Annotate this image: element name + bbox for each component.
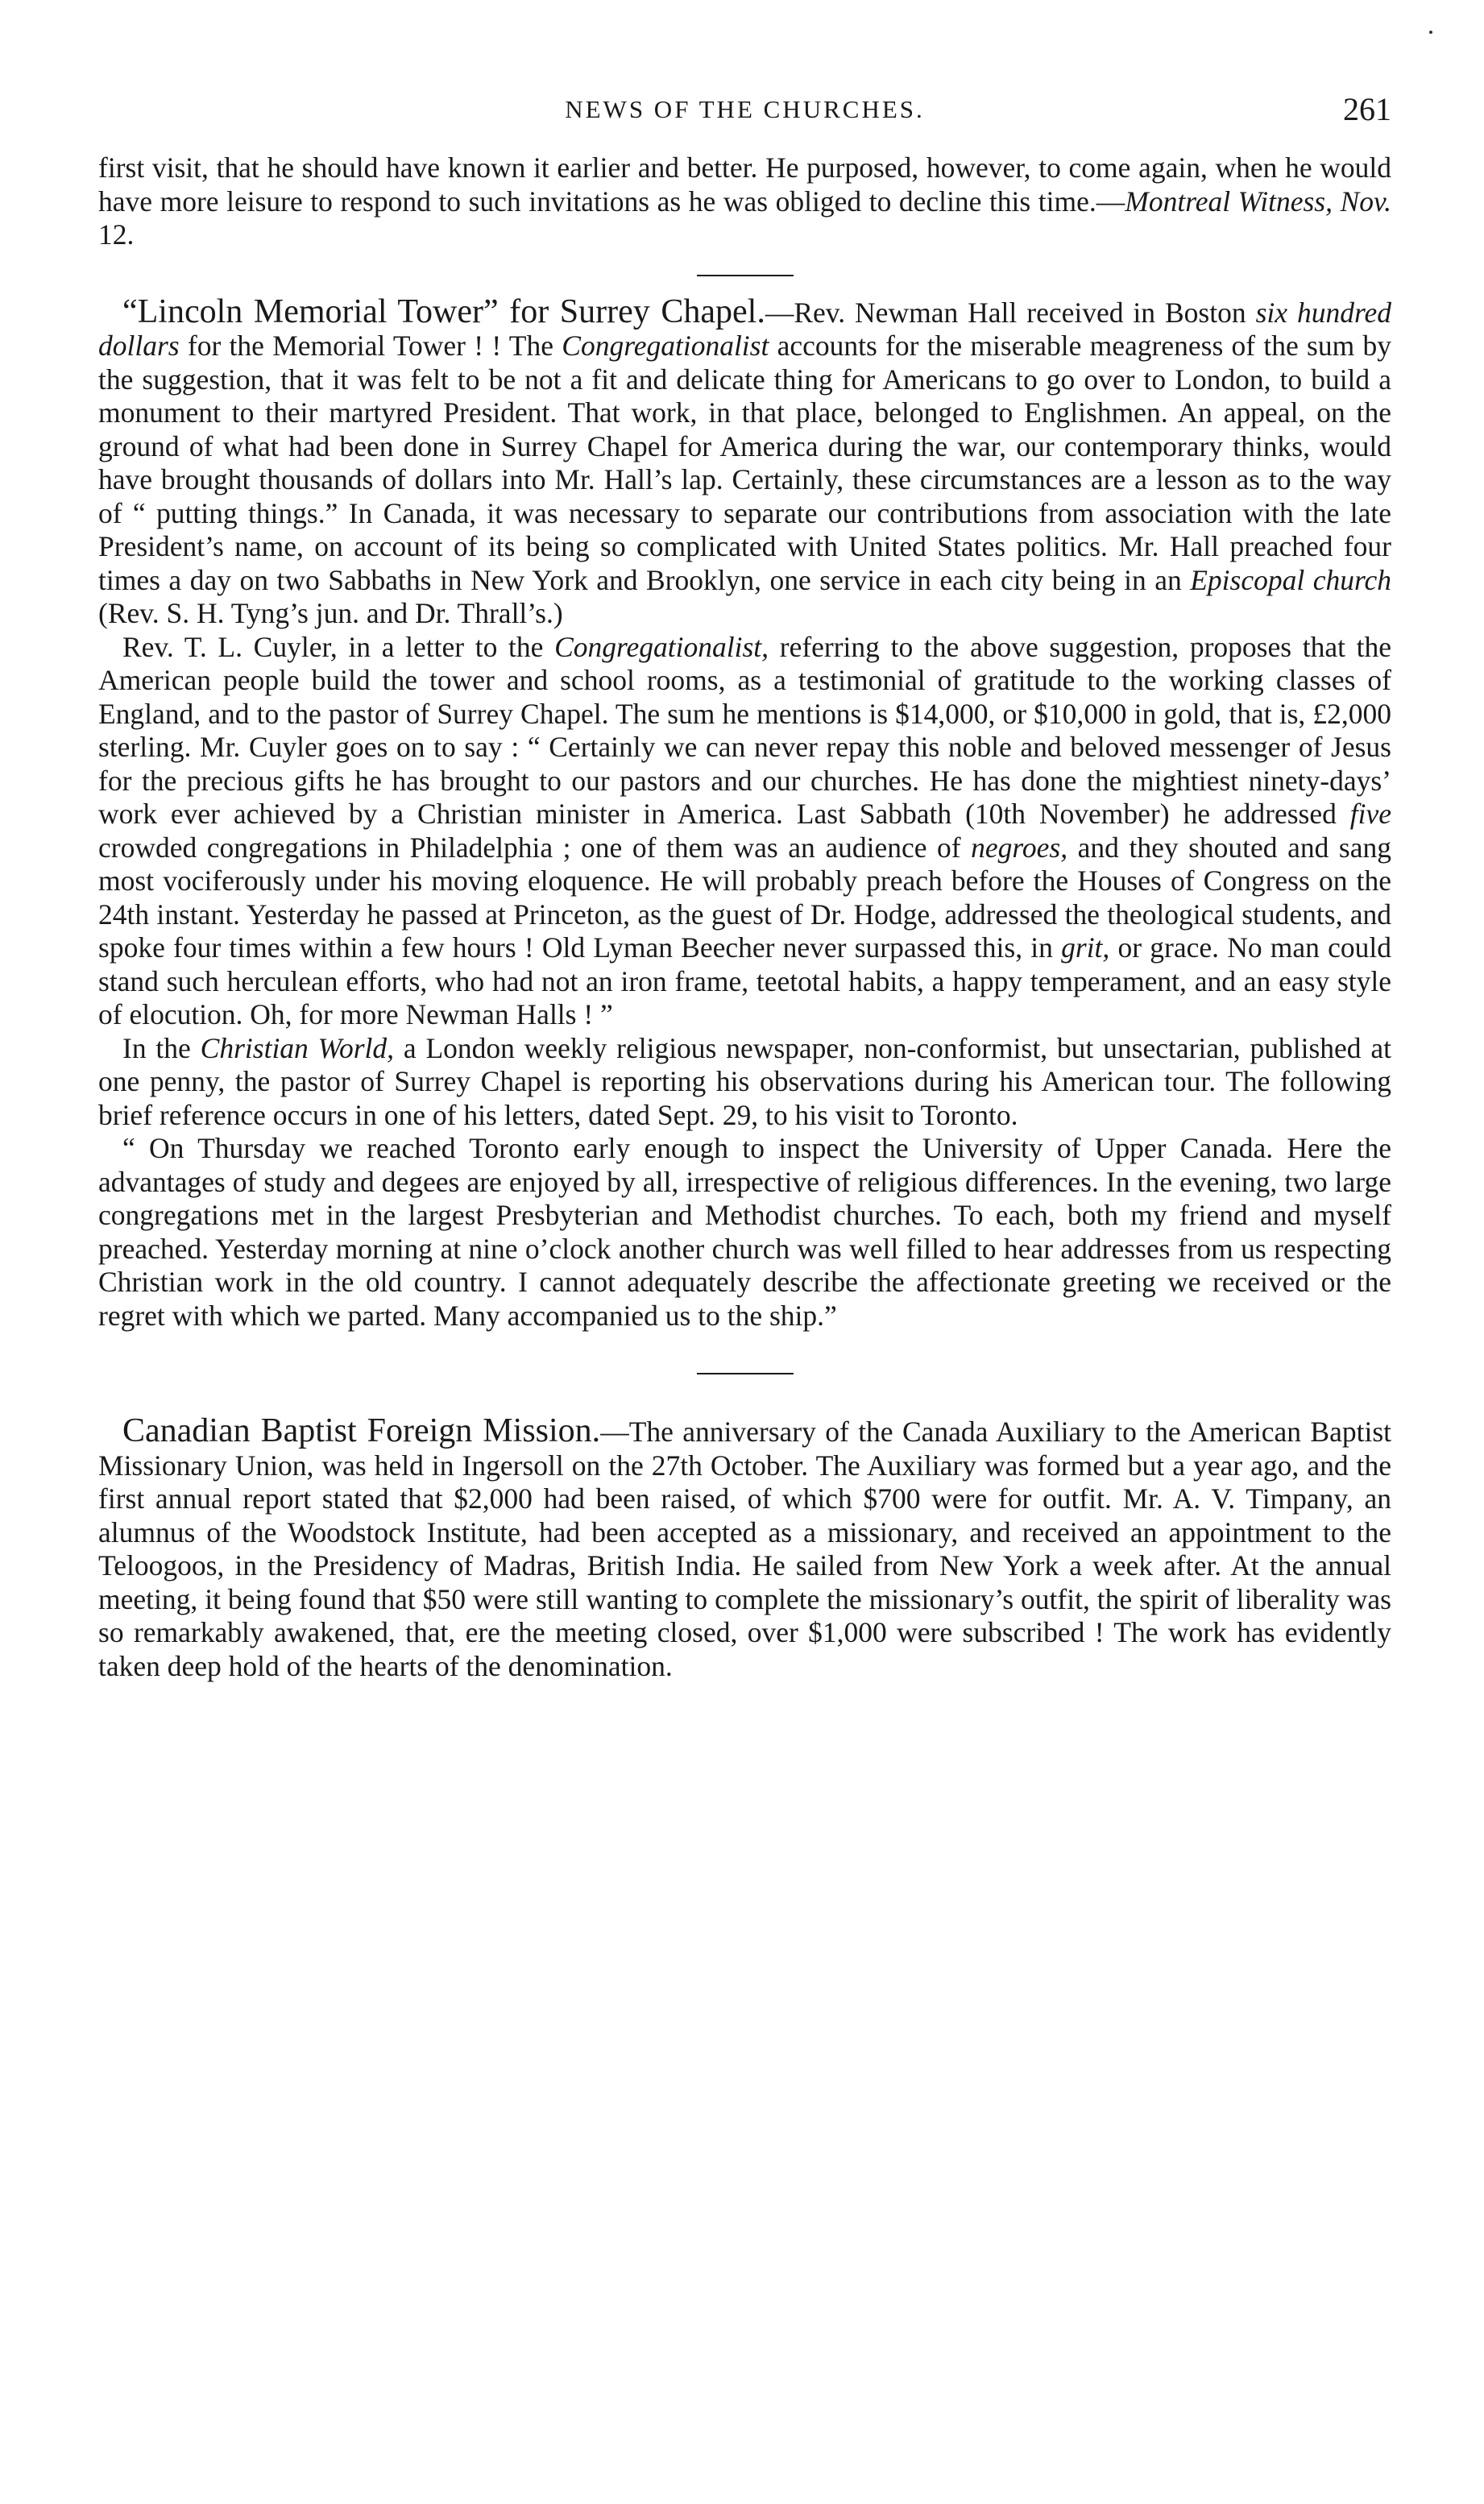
lincoln-p1-text-a: —Rev. Newman Hall received in Boston bbox=[765, 296, 1256, 329]
lincoln-p1-text-b: for the Memorial Tower ! ! The bbox=[179, 330, 562, 362]
lincoln-p3-italic-1: Christian World, bbox=[200, 1031, 395, 1064]
lincoln-p3-text-b: a London weekly religious newspaper, non-conformist, but unsectarian, published at one penny, the pastor of Surrey Chapel is reporting his observations during his American tour. The following brief reference occurs in one of his letters, dated Sept. 29, to his visit to Toronto. bbox=[98, 1031, 1392, 1131]
running-title: NEWS OF THE CHURCHES. bbox=[565, 95, 925, 123]
lincoln-p1-italic-2: Congregationalist bbox=[562, 330, 769, 362]
source-citation: Montreal Witness, Nov. bbox=[1125, 184, 1391, 218]
lincoln-p1-italic-1: six hundred dollars bbox=[98, 296, 1391, 362]
lincoln-paragraph-1 bbox=[98, 292, 1391, 631]
continued-paragraph bbox=[98, 151, 1391, 252]
section-divider-2 bbox=[697, 1373, 794, 1374]
baptist-paragraph bbox=[98, 1412, 1391, 1683]
lincoln-p2-text-b: referring to the above suggestion, proposes that the American people build the tower and school rooms, as a testimonial of gratitude to the working classes of England, and to the pastor of Surrey Chapel. The sum he mentions is $14,000, or $10,000 in gold, that is, £2,000 sterling. Mr. Cuyler goes on to say : “ Certainly we can never repay this noble and beloved messenger of Jesus for the precious gifts he has brought to our pastors and our churches. He has done the mightiest ninety-days’ work ever achieved by a Christian minister in America. Last Sabbath (10th November) he addressed bbox=[98, 630, 1391, 830]
running-head bbox=[98, 91, 1391, 151]
continued-text: first visit, that he should have known it earlier and better. He purposed, however, to come again, when he would have more leisure to respond to such invitations as he was obliged to decline this time.— bbox=[98, 151, 1391, 218]
lincoln-heading: “Lincoln Memorial Tower” for Surrey Chapel. bbox=[122, 292, 765, 330]
baptist-heading: Canadian Baptist Foreign Mission. bbox=[122, 1412, 601, 1449]
page-number: 261 bbox=[1343, 91, 1391, 127]
lincoln-p1-text-d: (Rev. S. H. Tyng’s jun. and Dr. Thrall’s.) bbox=[98, 597, 563, 629]
lincoln-paragraph-2 bbox=[98, 631, 1391, 1032]
book-page bbox=[98, 91, 1392, 1683]
lincoln-p2-italic-3: negroes, bbox=[971, 831, 1068, 864]
lincoln-p2-italic-1: Congregationalist, bbox=[554, 630, 769, 663]
lincoln-paragraph-3 bbox=[98, 1032, 1391, 1133]
lincoln-p1-italic-3: Episcopal church bbox=[1190, 563, 1391, 596]
lincoln-p2-text-e: or grace. No man could stand such herculean efforts, who had not an iron frame, teetotal habits, a happy temperament, and an easy style of elocution. Oh, for more Newman Halls ! ” bbox=[98, 931, 1391, 1030]
lincoln-p3-text-a: In the bbox=[122, 1031, 201, 1064]
lincoln-p2-text-a: Rev. T. L. Cuyler, in a letter to the bbox=[122, 630, 555, 663]
section-divider bbox=[697, 275, 794, 276]
lincoln-paragraph-4: “ On Thursday we reached Toronto early enough to inspect the University of Upper Canada. Here the advantages of study and degees are enjoyed by all, irrespective of religious differences. In the evening, two large congregations met in the largest Presbyterian and Methodist churches. To each, both my friend and myself preached. Yesterday morning at nine o’clock another church was well filled to hear addresses from us respecting Christian work in the old country. I cannot adequately describe the affectionate greeting we received or the regret with which we parted. Many accompanied us to the ship.” bbox=[98, 1132, 1391, 1332]
lincoln-p2-text-c: crowded congregations in Philadelphia ; one of them was an audience of bbox=[98, 831, 972, 864]
lincoln-p2-italic-2: five bbox=[1349, 798, 1391, 830]
lincoln-p2-italic-4: grit, bbox=[1061, 931, 1110, 964]
lincoln-p1-text-c: accounts for the miserable meagreness of the sum by the suggestion, that it was felt to be not a fit and delicate thing for Americans to go over to London, to build a monument to their martyred President. That work, in that place, belonged to Englishmen. An appeal, on the ground of what had been done in Surrey Chapel for America during the war, our contemporary thinks, would have brought thousands of dollars into Mr. Hall’s lap. Certainly, these circumstances are a lesson as to the way of “ putting things.” In Canada, it was necessary to separate our contributions from association with the late President’s name, on account of its being so complicated with United States politics. Mr. Hall preached four times a day on two Sabbaths in New York and Brooklyn, one service in each city being in an bbox=[98, 330, 1391, 596]
lincoln-p2-text-d: and they shouted and sang most vociferously under his moving eloquence. He will probably preach before the Houses of Congress on the 24th instant. Yesterday he passed at Princeton, as the guest of Dr. Hodge, addressed the theological students, and spoke four times within a few hours ! Old Lyman Beecher never surpassed this, in bbox=[98, 831, 1391, 964]
stray-mark bbox=[1429, 31, 1432, 34]
baptist-text: —The anniversary of the Canada Auxiliary to the American Baptist Missionary Union, was held in Ingersoll on the 27th October. The Auxiliary was formed but a year ago, and the first annual report stated that $2,000 had been raised, of which $700 were for outfit. Mr. A. V. Timpany, an alumnus of the Woodstock Institute, had been accepted as a missionary, and received an appointment to the Teloogoos, in the Presidency of Madras, British India. He sailed from New York a week after. At the annual meeting, it being found that $50 were still wanting to complete the missionary’s outfit, the spirit of liberality was so remarkably awakened, that, ere the meeting closed, over $1,000 were subscribed ! The work has evidently taken deep hold of the hearts of the denomination. bbox=[98, 1416, 1391, 1682]
source-date: 12. bbox=[98, 218, 135, 251]
